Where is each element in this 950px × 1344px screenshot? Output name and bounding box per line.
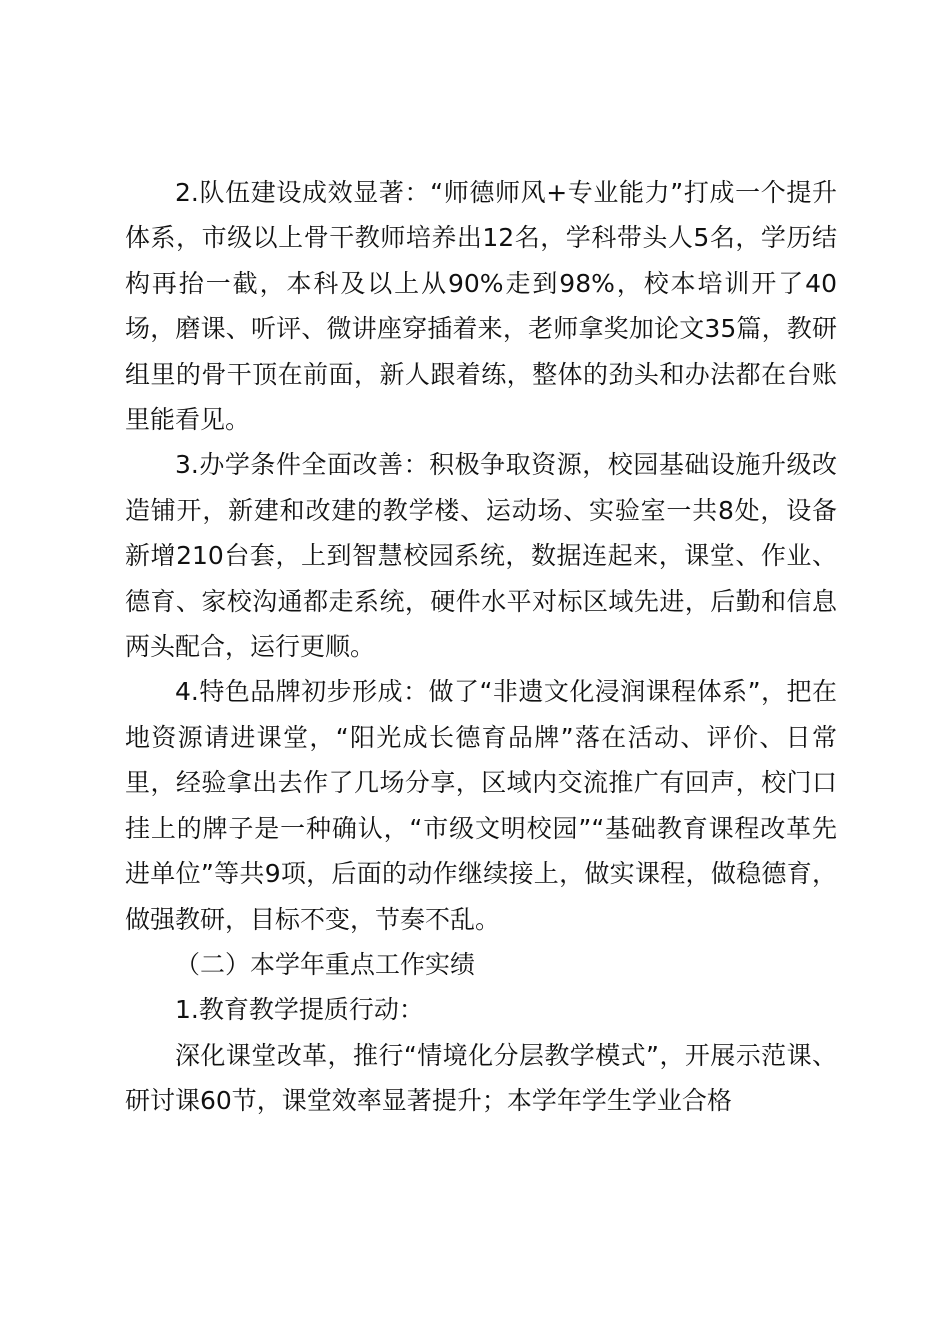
subheading-teaching-quality: 1.教育教学提质行动：: [175, 995, 424, 1025]
paragraph-school-conditions: 3.办学条件全面改善：积极争取资源，校园基础设施升级改造铺开，新建和改建的教学楼、运动场、实验室一共8处，设备新增210台套，上到智慧校园系统，数据连起来，课堂、作业、德育、家校沟通都走系统，硬件水平对标区域先进，后勤和信息两头配合，运行更顺。: [125, 450, 837, 662]
section-heading-key-work: （二）本学年重点工作实绩: [175, 949, 476, 979]
paragraph-classroom-reform: 深化课堂改革，推行“情境化分层教学模式”，开展示范课、研讨课60节，课堂效率显著提升；本学年学生学业合格: [125, 1040, 837, 1116]
paragraph-team-building: 2.队伍建设成效显著：“师德师风+专业能力”打成一个提升体系，市级以上骨干教师培养出12名，学科带头人5名，学历结构再抬一截，本科及以上从90%走到98%，校本培训开了40场，磨课、听评、微讲座穿插着来，老师拿奖加论文35篇，教研组里的骨干顶在前面，新人跟着练，整体的劲头和办法都在台账里能看见。: [125, 178, 837, 435]
document-body: [125, 170, 837, 1124]
paragraph-brand-formation: 4.特色品牌初步形成：做了“非遗文化浸润课程体系”，把在地资源请进课堂，“阳光成长德育品牌”落在活动、评价、日常里，经验拿出去作了几场分享，区域内交流推广有回声，校门口挂上的牌子是一种确认，“市级文明校园”“基础教育课程改革先进单位”等共9项，后面的动作继续接上，做实课程，做稳德育，做强教研，目标不变，节奏不乱。: [125, 677, 837, 934]
